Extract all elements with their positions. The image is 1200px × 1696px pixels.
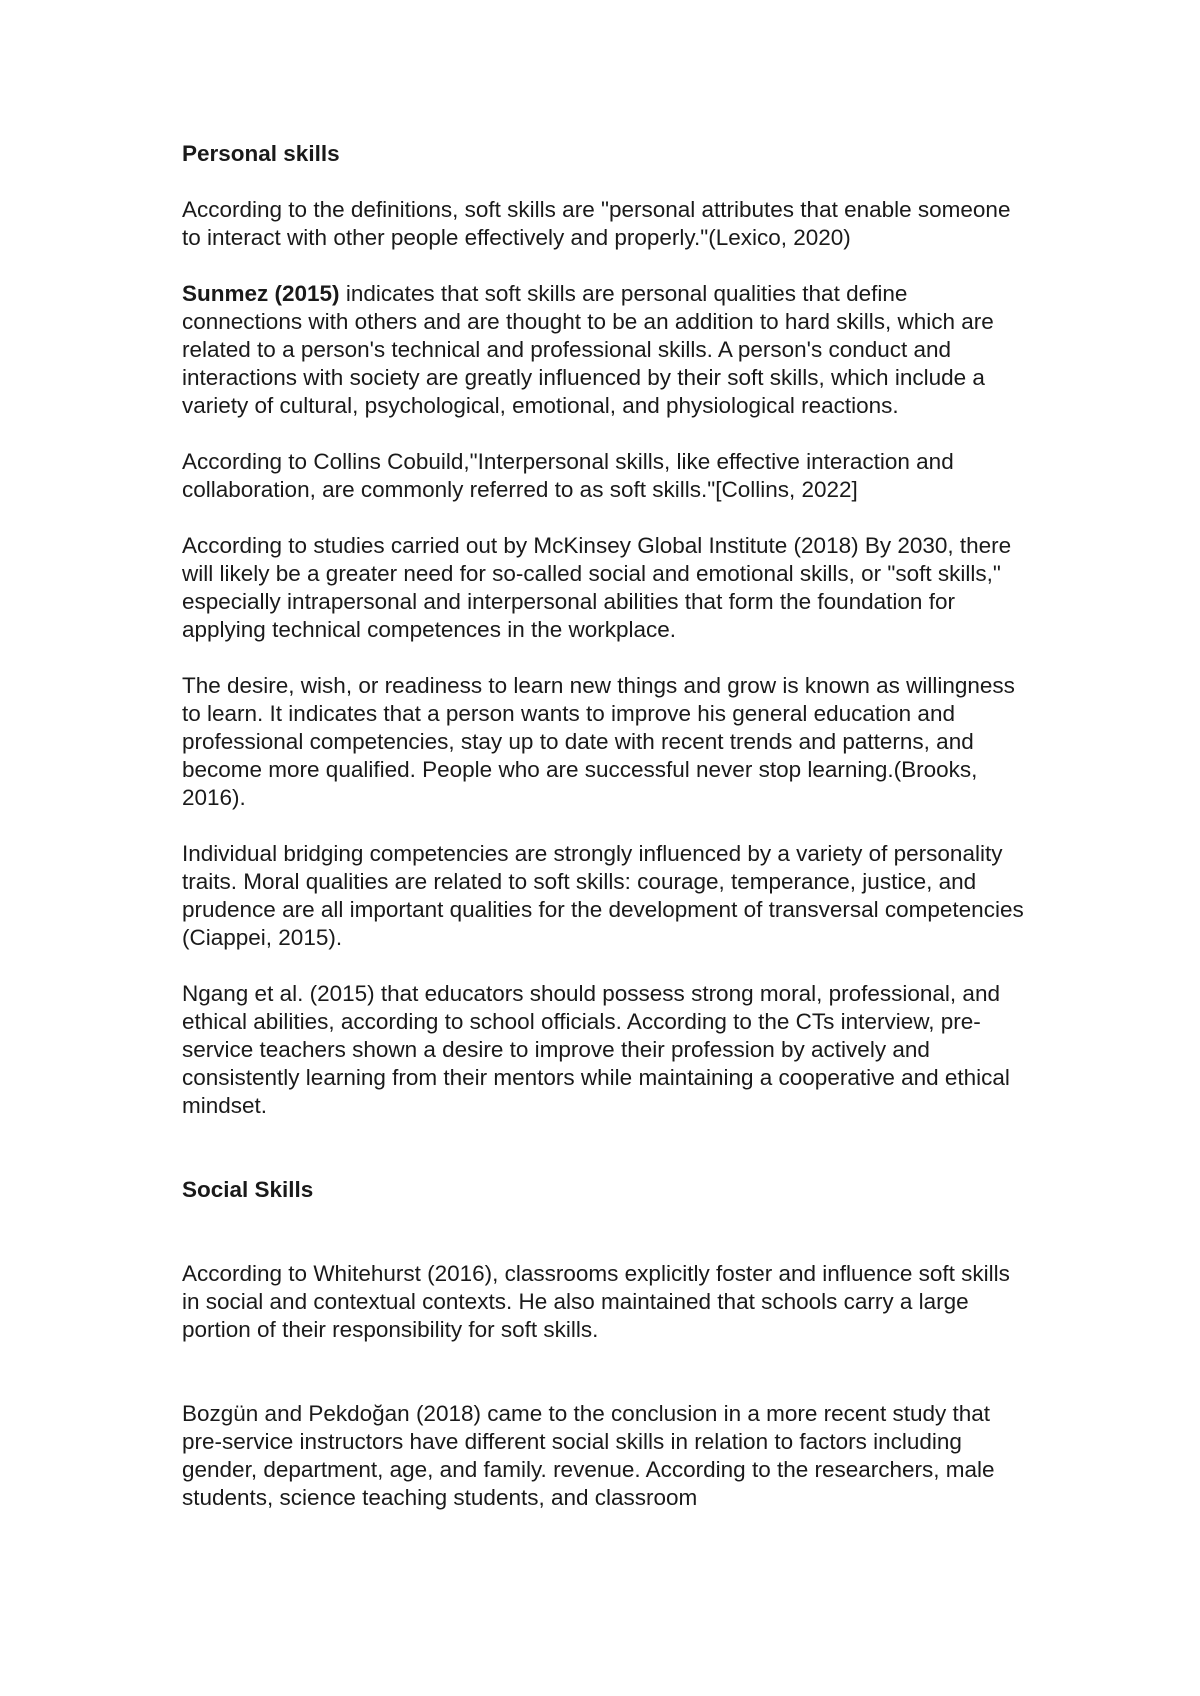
paragraph-personality-traits: Individual bridging competencies are strongly influenced by a variety of personality traits. Moral qualities are related to soft skills: courage, temperance, justice, and prudence are all important qualities for the development of transversal competencies (Ciappei, 2015). <box>182 841 1024 950</box>
paragraph-collins: According to Collins Cobuild,"Interpersonal skills, like effective interaction and collaboration, are commonly referred to as soft skills."[Collins, 2022] <box>182 449 954 502</box>
paragraph-sunmez <box>182 280 1032 420</box>
paragraph-mckinsey: According to studies carried out by McKinsey Global Institute (2018) By 2030, there will likely be a greater need for so-called social and emotional skills, or "soft skills," especially intrapersonal and interpersonal abilities that form the foundation for applying technical competences in the workplace. <box>182 533 1012 642</box>
paragraph-whitehurst: According to Whitehurst (2016), classrooms explicitly foster and influence soft skills in social and contextual contexts. He also maintained that schools carry a large portion of their responsibility for soft skills. <box>182 1261 1010 1342</box>
paragraph-bozgun-pekdogan: Bozgün and Pekdoğan (2018) came to the conclusion in a more recent study that pre-service instructors have different social skills in relation to factors including gender, department, age, and family. revenue. According to the researchers, male students, science teaching students, and classroom <box>182 1401 995 1510</box>
section-heading-personal-skills: Personal skills <box>182 141 340 166</box>
citation-sunmez: Sunmez (2015) <box>182 281 340 306</box>
paragraph-lexico-definition: According to the definitions, soft skills are "personal attributes that enable someone to interact with other people effectively and properly."(Lexico, 2020) <box>182 197 1011 250</box>
paragraph-ngang: Ngang et al. (2015) that educators should possess strong moral, professional, and ethical abilities, according to school officials. According to the CTs interview, pre-service teachers shown a desire to improve their profession by actively and consistently learning from their mentors while maintaining a cooperative and ethical mindset. <box>182 981 1010 1118</box>
document-page <box>182 140 1032 1512</box>
section-heading-social-skills: Social Skills <box>182 1177 314 1202</box>
paragraph-sunmez-text: indicates that soft skills are personal qualities that define connections with others and are thought to be an addition to hard skills, which are related to a person's technical and professional skills. A person's conduct and interactions with society are greatly influenced by their soft skills, which include a variety of cultural, psychological, emotional, and physiological reactions. <box>182 281 994 418</box>
paragraph-willingness-to-learn: The desire, wish, or readiness to learn new things and grow is known as willingness to learn. It indicates that a person wants to improve his general education and professional competencies, stay up to date with recent trends and patterns, and become more qualified. People who are successful never stop learning.(Brooks, 2016). <box>182 673 1015 810</box>
